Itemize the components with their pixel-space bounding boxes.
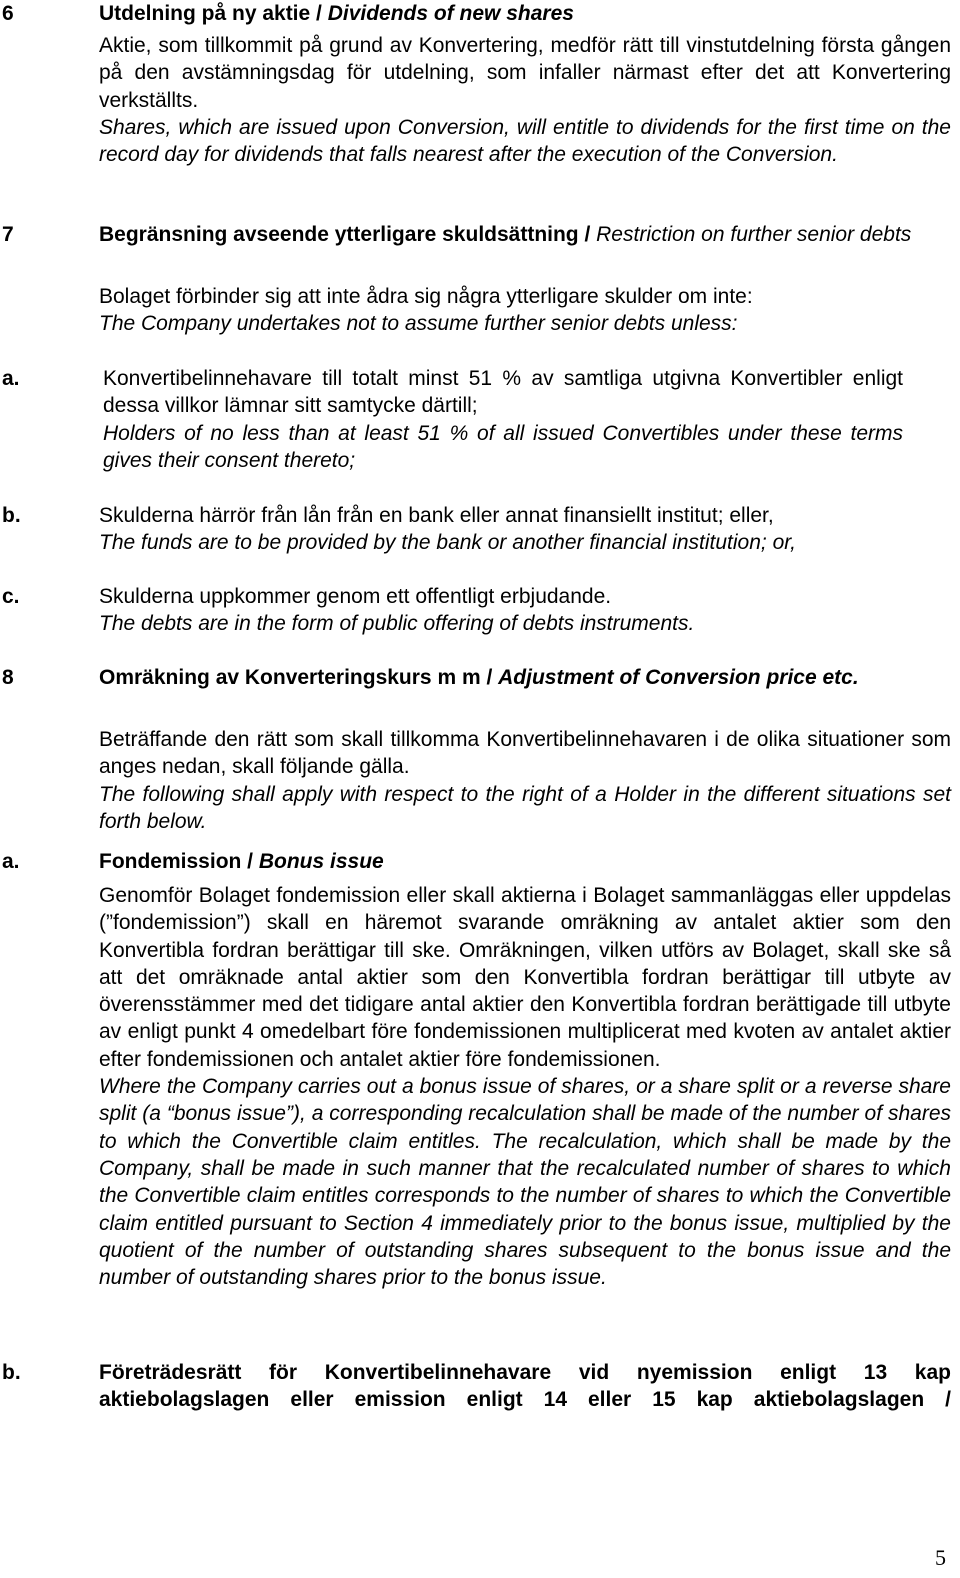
section-7-text-sv: Bolaget förbinder sig att inte ådra sig några ytterligare skulder om inte: [99,285,753,308]
section-6-heading [99,0,951,27]
section-7-title-sv: Begränsning avseende ytterligare skuldsättning / [99,223,597,246]
section-6-title-en: Dividends of new shares [327,2,574,25]
subsection-8a-body [99,882,951,1291]
list-item-7b-text-sv: Skulderna härrör från lån från en bank eller annat finansiellt institut; eller, [99,504,774,527]
subsection-8a-heading [99,848,951,875]
subsection-8b-heading: Företrädesrätt för Konvertibelinnehavare vid nyemission enligt 13 kap aktiebolagslagen eller emission enligt 14 eller 15 kap aktiebolagslagen / [99,1361,951,1412]
list-item-7b [99,502,951,557]
section-6-body [99,32,951,168]
section-8-body [99,726,951,835]
list-item-label-a: a. [2,367,20,390]
section-8-heading [99,664,951,691]
list-item-7c [99,583,951,638]
subsection-8a-text-sv: Genomför Bolaget fondemission eller skall aktierna i Bolaget sammanläggas eller uppdelas (”fondemission”) skall en häremot svarande omräkning av antalet aktier som den Konvertibla fordran berättigar till ske. Omräkningen, vilken utförs av Bolaget, skall ske så att det omräknade antal aktier som den Konvertibla fordran berättigar till utbyte av överensstämmer med det tidigare antal aktier den Konvertibla fordran berättigade till utbyte av enligt punkt 4 omedelbart före fondemissionen multiplicerat med kvoten av antalet aktier efter fondemissionen och antalet aktier före fondemissionen. [99,884,951,1071]
section-8-title-sv: Omräkning av Konverteringskurs m m / [99,666,499,689]
subsection-8a-text-en: Where the Company carries out a bonus issue of shares, or a share split or a reverse share split (a “bonus issue”), a corresponding recalculation shall be made of the number of shares to which the Convertible claim entitles. The recalculation, which shall be made by the Company, shall be made in such manner that the recalculated number of shares to which the Convertible claim entitles corresponds to the number of shares to which the Convertible claim entitled pursuant to Section 4 immediately prior to the bonus issue, multiplied by the quotient of the number of outstanding shares subsequent to the bonus issue and the number of outstanding shares prior to the bonus issue. [99,1075,951,1290]
subsection-8a-title-sv: Fondemission / [99,850,259,873]
section-7-number: 7 [2,223,14,246]
list-item-7a [103,365,903,474]
list-item-7c-text-en: The debts are in the form of public offering of debts instruments. [99,612,695,636]
list-item-label-c: c. [2,585,20,608]
section-6-title-sv: Utdelning på ny aktie / [99,2,328,25]
section-8-number: 8 [2,666,14,689]
list-item-7a-text-en: Holders of no less than at least 51 % of all issued Convertibles under these terms gives their consent thereto; [103,421,903,472]
page-number: 5 [935,1545,946,1570]
section-8-text-en: The following shall apply with respect to the right of a Holder in the different situations set forth below. [99,782,951,833]
list-item-7c-text-sv: Skulderna uppkommer genom ett offentligt erbjudande. [99,585,612,608]
list-item-7b-text-en: The funds are to be provided by the bank or another financial institution; or, [99,531,796,555]
subsection-8a-title-en: Bonus issue [258,850,384,873]
section-6-text-en: Shares, which are issued upon Conversion, will entitle to dividends for the first time on the record day for dividends that falls nearest after the execution of the Conversion. [99,115,951,167]
section-6-number: 6 [2,2,14,25]
section-6-text-sv: Aktie, som tillkommit på grund av Konvertering, medför rätt till vinstutdelning första gången på den avstämningsdag för utdelning, som infaller närmast efter det att Konvertering verkställts. [99,34,951,112]
section-7-title-en: Restriction on further senior debts [596,223,912,246]
section-7-text-en: The Company undertakes not to assume further senior debts unless: [99,312,738,336]
list-item-7a-text-sv: Konvertibelinnehavare till totalt minst 51 % av samtliga utgivna Konvertibler enligt dessa villkor lämnar sitt samtycke därtill; [103,367,903,418]
section-8-text-sv: Beträffande den rätt som skall tillkomma Konvertibelinnehavaren i de olika situationer som anges nedan, skall följande gälla. [99,728,951,779]
section-7-body [99,283,951,338]
section-7-heading [99,221,951,248]
subsection-8b-label: b. [2,1361,21,1384]
subsection-8a-label: a. [2,850,20,873]
list-item-label-b: b. [2,504,21,527]
section-8-title-en: Adjustment of Conversion price etc. [498,666,859,689]
